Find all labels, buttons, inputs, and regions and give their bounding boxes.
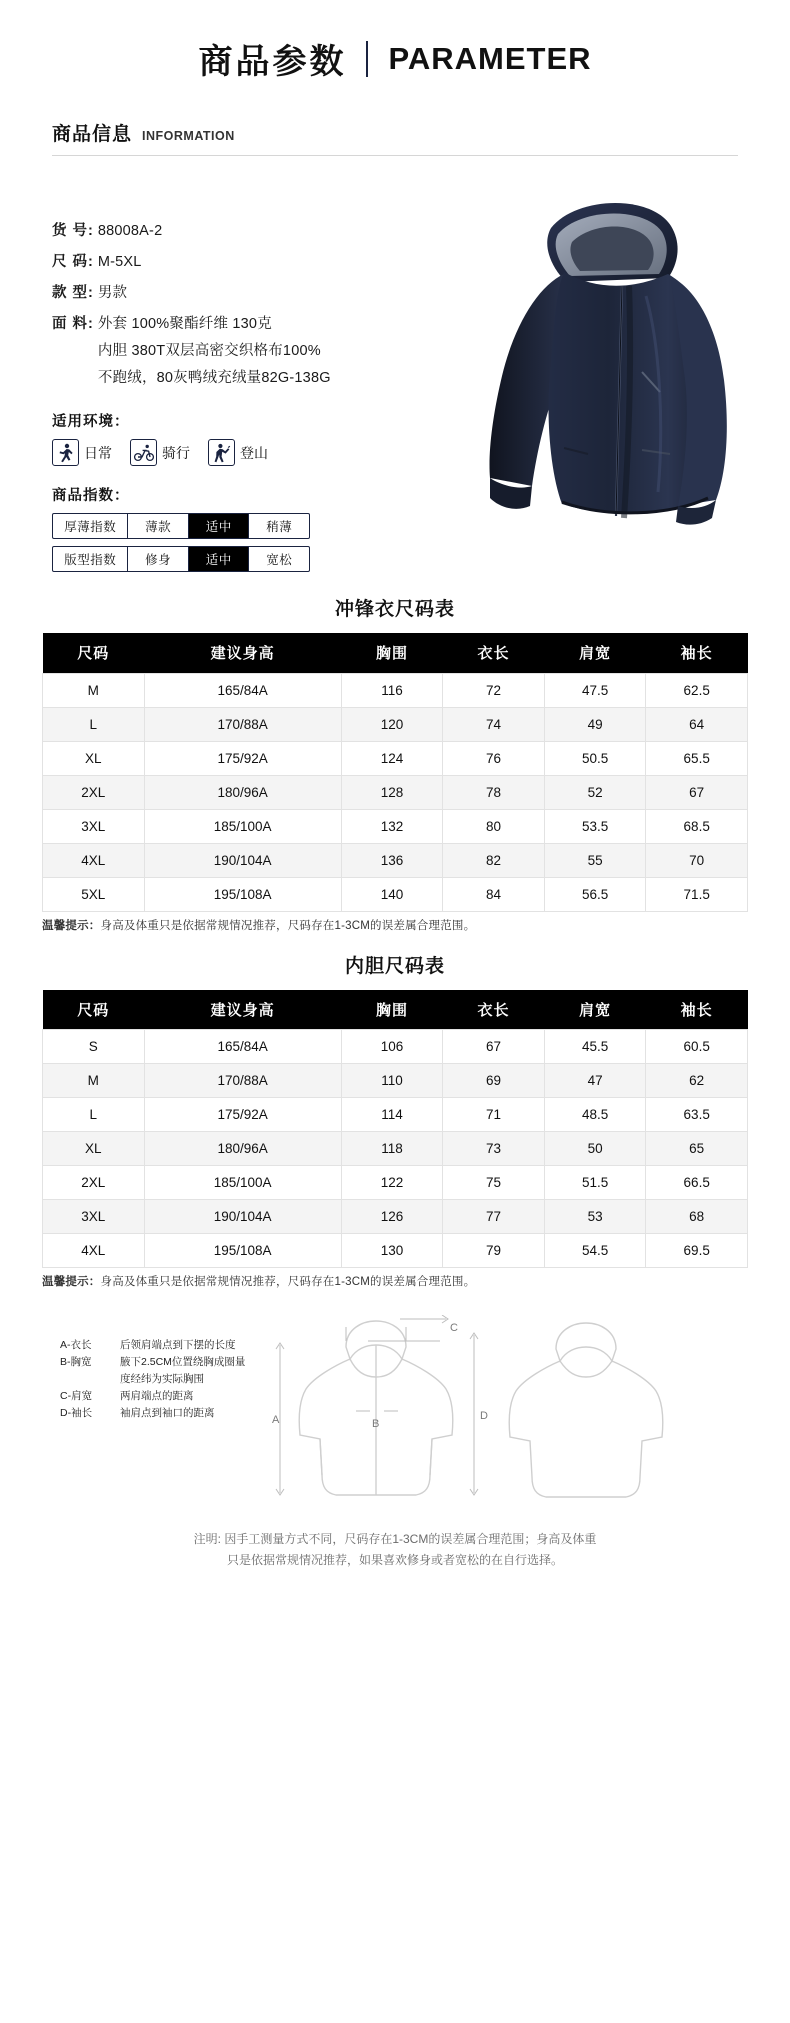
cell: 67 — [443, 1030, 545, 1064]
size-table-2-title: 内胆尺码表 — [344, 955, 445, 977]
cell: 190/104A — [144, 1200, 341, 1234]
cell: 53.5 — [544, 809, 646, 843]
cell: 3XL — [43, 809, 145, 843]
size-table-liner — [42, 990, 748, 1269]
cell: 2XL — [43, 775, 145, 809]
th-sleeve: 袖长 — [646, 990, 748, 1030]
th-size: 尺码 — [43, 990, 145, 1030]
cell: 165/84A — [144, 673, 341, 707]
cell: 68 — [646, 1200, 748, 1234]
cell: 49 — [544, 707, 646, 741]
env-item-daily — [52, 439, 112, 466]
cell: XL — [43, 741, 145, 775]
size-table-jacket — [42, 633, 748, 912]
note-label: 温馨提示： — [42, 1276, 101, 1288]
fabric-line-1: 外套 100%聚酯纤维 130克 — [97, 316, 272, 332]
cell: 175/92A — [144, 741, 341, 775]
page-title-cn: 商品参数 — [198, 43, 347, 81]
page-header — [0, 0, 790, 105]
cell: 185/100A — [144, 1166, 341, 1200]
table-row — [43, 741, 748, 775]
env-label-cycling: 骑行 — [162, 444, 190, 461]
cell: 116 — [341, 673, 443, 707]
env-item-climbing — [208, 439, 268, 466]
env-icon-row — [52, 439, 412, 466]
cell: 114 — [341, 1098, 443, 1132]
cell: 2XL — [43, 1166, 145, 1200]
cell: S — [43, 1030, 145, 1064]
info-label-article: 货 号: — [52, 223, 94, 239]
mark-a: A — [272, 1414, 280, 1426]
info-value-article: 88008A-2 — [97, 223, 163, 239]
measurement-diagram — [0, 1315, 790, 1515]
note-text: 身高及体重只是依据常规情况推荐，尺码存在1-3CM的误差属合理范围。 — [100, 1276, 476, 1288]
legend-val-b: 腋下2.5CM位置绕胸成圈量 — [120, 1356, 246, 1368]
cell: 71 — [443, 1098, 545, 1132]
table-row — [43, 707, 748, 741]
note-text: 身高及体重只是依据常规情况推荐，尺码存在1-3CM的误差属合理范围。 — [100, 919, 476, 932]
cell: 130 — [341, 1234, 443, 1268]
cell: 122 — [341, 1166, 443, 1200]
cell: 3XL — [43, 1200, 145, 1234]
footnote — [0, 1529, 790, 1601]
cell: 132 — [341, 809, 443, 843]
cell: 80 — [443, 809, 545, 843]
cell: 180/96A — [144, 1132, 341, 1166]
th-length: 衣长 — [443, 990, 545, 1030]
cell: M — [43, 673, 145, 707]
cell: 110 — [341, 1064, 443, 1098]
info-label-fabric: 面 料: — [52, 316, 94, 332]
table-header-row — [43, 633, 748, 673]
fabric-line-3: 不跑绒，80灰鸭绒充绒量82G-138G — [97, 370, 331, 386]
mark-b: B — [372, 1418, 380, 1430]
cell: 185/100A — [144, 809, 341, 843]
measurement-legend — [60, 1337, 245, 1422]
page-title-en: PARAMETER — [388, 40, 592, 76]
product-info-list — [52, 156, 412, 572]
legend-val-b2: 度经纬为实际胸围 — [120, 1373, 204, 1385]
index-row-fit — [52, 546, 310, 572]
index-title: 商品指数： — [52, 488, 130, 504]
env-title: 适用环境： — [52, 414, 130, 430]
index-option-regular[interactable]: 适中 — [189, 547, 250, 571]
walking-icon — [52, 439, 79, 466]
product-info-block — [52, 156, 738, 576]
legend-val-d: 袖肩点到袖口的距离 — [120, 1407, 215, 1419]
cell: 65.5 — [646, 741, 748, 775]
th-shoulder: 肩宽 — [544, 633, 646, 673]
title-divider — [366, 41, 368, 77]
cell: 48.5 — [544, 1098, 646, 1132]
legend-key-a: A-衣长 — [60, 1339, 92, 1351]
legend-key-c: C-肩宽 — [60, 1390, 93, 1402]
cell: 180/96A — [144, 775, 341, 809]
cell: L — [43, 1098, 145, 1132]
cell: 170/88A — [144, 1064, 341, 1098]
cell: 65 — [646, 1132, 748, 1166]
table-row — [43, 809, 748, 843]
legend-val-c: 两肩端点的距离 — [120, 1390, 194, 1402]
cell: 56.5 — [544, 877, 646, 911]
legend-shoulder — [60, 1388, 245, 1405]
footnote-line-2: 只是依据常规情况推荐，如果喜欢修身或者宽松的在自行选择。 — [226, 1553, 563, 1567]
th-height: 建议身高 — [144, 990, 341, 1030]
table-row — [43, 1064, 748, 1098]
table-row — [43, 1166, 748, 1200]
cell: 67 — [646, 775, 748, 809]
table-row — [43, 1200, 748, 1234]
cell: 47.5 — [544, 673, 646, 707]
table-row — [43, 673, 748, 707]
cell: 69 — [443, 1064, 545, 1098]
table-row — [43, 843, 748, 877]
table-row — [43, 1234, 748, 1268]
info-row-fabric — [52, 311, 412, 392]
cell: 53 — [544, 1200, 646, 1234]
legend-sleeve — [60, 1405, 245, 1422]
section-title-en: INFORMATION — [142, 129, 235, 143]
cell: 78 — [443, 775, 545, 809]
index-row-thickness — [52, 513, 310, 539]
info-label-style: 款 型: — [52, 285, 94, 301]
index-option-loose[interactable]: 宽松 — [266, 553, 293, 567]
legend-key-b: B-胸宽 — [60, 1356, 92, 1368]
cell: 74 — [443, 707, 545, 741]
cell: 118 — [341, 1132, 443, 1166]
climbing-icon — [208, 439, 235, 466]
th-size: 尺码 — [43, 633, 145, 673]
cell: 54.5 — [544, 1234, 646, 1268]
legend-bust — [60, 1354, 245, 1371]
index-option-medium[interactable]: 适中 — [189, 514, 250, 538]
page-title — [198, 34, 591, 83]
mark-c: C — [450, 1322, 458, 1334]
th-length: 衣长 — [443, 633, 545, 673]
cell: 77 — [443, 1200, 545, 1234]
index-row-thickness-label: 厚薄指数 — [53, 514, 128, 538]
footnote-line-1: 注明: 因手工测量方式不同，尺码存在1-3CM的误差属合理范围；身高及体重 — [193, 1532, 597, 1546]
cycling-icon — [130, 439, 157, 466]
cell: 47 — [544, 1064, 646, 1098]
cell: 170/88A — [144, 707, 341, 741]
cell: 76 — [443, 741, 545, 775]
cell: 73 — [443, 1132, 545, 1166]
cell: 60.5 — [646, 1030, 748, 1064]
cell: 84 — [443, 877, 545, 911]
cell: 195/108A — [144, 877, 341, 911]
cell: 70 — [646, 843, 748, 877]
cell: 140 — [341, 877, 443, 911]
cell: 128 — [341, 775, 443, 809]
index-row-fit-label: 版型指数 — [53, 547, 128, 571]
info-row-style — [52, 280, 412, 307]
section-title-cn: 商品信息 — [52, 124, 133, 145]
cell: 5XL — [43, 877, 145, 911]
env-label-daily: 日常 — [84, 444, 112, 461]
cell: 190/104A — [144, 843, 341, 877]
cell: 52 — [544, 775, 646, 809]
cell: 75 — [443, 1166, 545, 1200]
env-item-cycling — [130, 439, 190, 466]
info-value-size: M-5XL — [97, 254, 142, 270]
table-row — [43, 1030, 748, 1064]
cell: 64 — [646, 707, 748, 741]
product-image — [446, 186, 746, 576]
info-row-size — [52, 249, 412, 276]
section-header-information — [52, 119, 738, 156]
size-table-1-note — [42, 917, 748, 933]
table-header-row — [43, 990, 748, 1030]
cell: 165/84A — [144, 1030, 341, 1064]
info-value-style: 男款 — [97, 285, 128, 301]
table-row — [43, 1132, 748, 1166]
cell: 62 — [646, 1064, 748, 1098]
size-table-1-title: 冲锋衣尺码表 — [334, 599, 455, 620]
garment-line-drawings — [250, 1315, 710, 1510]
cell: 71.5 — [646, 877, 748, 911]
fabric-line-2: 内胆 380T双层高密交织格布100% — [97, 343, 321, 359]
cell: 55 — [544, 843, 646, 877]
note-label: 温馨提示： — [42, 919, 101, 932]
cell: 79 — [443, 1234, 545, 1268]
cell: 51.5 — [544, 1166, 646, 1200]
cell: 68.5 — [646, 809, 748, 843]
index-option-thin[interactable]: 薄款 — [128, 514, 189, 538]
cell: 126 — [341, 1200, 443, 1234]
cell: 175/92A — [144, 1098, 341, 1132]
mark-d: D — [480, 1410, 488, 1422]
index-table — [52, 513, 412, 572]
env-label-climbing: 登山 — [240, 444, 268, 461]
cell: 4XL — [43, 843, 145, 877]
th-height: 建议身高 — [144, 633, 341, 673]
th-bust: 胸围 — [341, 990, 443, 1030]
cell: 50 — [544, 1132, 646, 1166]
cell: 45.5 — [544, 1030, 646, 1064]
size-table-2-note — [42, 1273, 748, 1289]
cell: 72 — [443, 673, 545, 707]
cell: L — [43, 707, 145, 741]
cell: 82 — [443, 843, 545, 877]
cell: XL — [43, 1132, 145, 1166]
index-option-slightly-thin[interactable]: 稍薄 — [266, 520, 293, 534]
cell: 120 — [341, 707, 443, 741]
cell: 63.5 — [646, 1098, 748, 1132]
info-row-article — [52, 218, 412, 245]
cell: 62.5 — [646, 673, 748, 707]
cell: 195/108A — [144, 1234, 341, 1268]
cell: 124 — [341, 741, 443, 775]
table-row — [43, 1098, 748, 1132]
th-bust: 胸围 — [341, 633, 443, 673]
cell: 50.5 — [544, 741, 646, 775]
index-option-slim[interactable]: 修身 — [128, 547, 189, 571]
cell: 69.5 — [646, 1234, 748, 1268]
table-row — [43, 775, 748, 809]
info-value-fabric — [98, 311, 331, 392]
legend-val-a: 后领肩端点到下摆的长度 — [120, 1339, 236, 1351]
legend-length — [60, 1337, 245, 1354]
cell: 136 — [341, 843, 443, 877]
cell: 66.5 — [646, 1166, 748, 1200]
th-sleeve: 袖长 — [646, 633, 748, 673]
info-label-size: 尺 码: — [52, 254, 94, 270]
th-shoulder: 肩宽 — [544, 990, 646, 1030]
cell: 106 — [341, 1030, 443, 1064]
cell: M — [43, 1064, 145, 1098]
cell: 4XL — [43, 1234, 145, 1268]
legend-key-d: D-袖长 — [60, 1407, 93, 1419]
table-row — [43, 877, 748, 911]
